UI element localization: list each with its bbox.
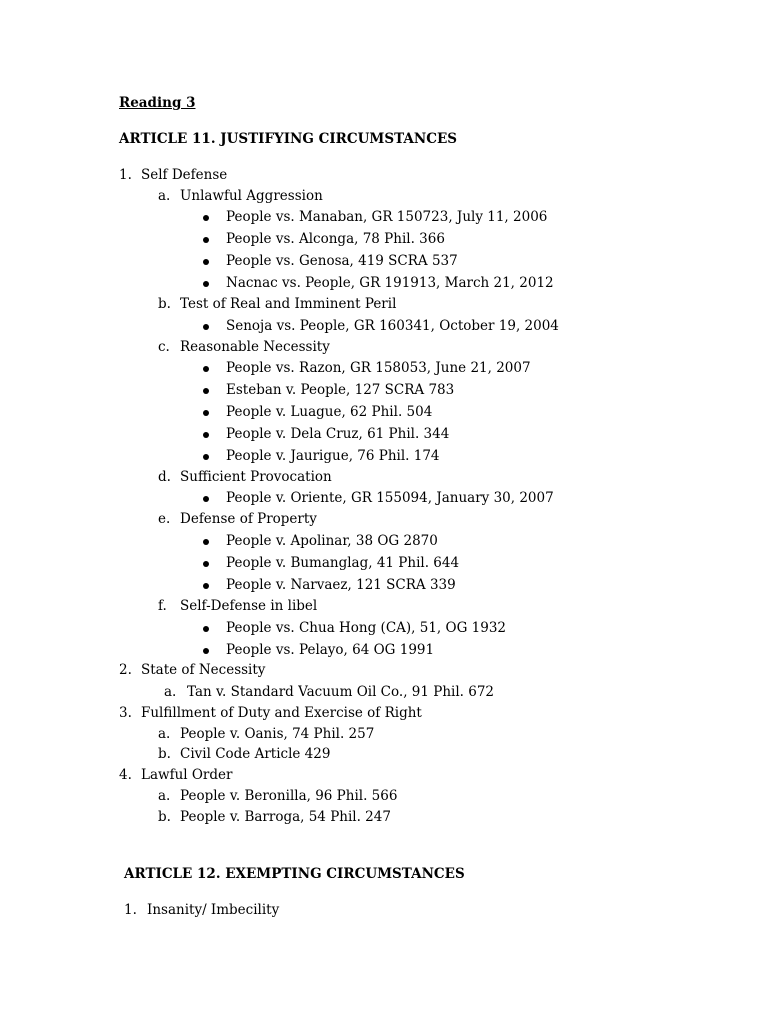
list-number: 4. [119,767,132,783]
bullet-icon [203,259,209,265]
sub-item-label: Sufficient Provocation [180,469,332,485]
bullet-icon [203,281,209,287]
reading-heading: Reading 3 [119,95,196,111]
case-citation: People v. Luague, 62 Phil. 504 [226,404,433,420]
sub-letter: a. [164,684,177,700]
sub-item-label: People v. Barroga, 54 Phil. 247 [180,809,391,825]
bullet-icon [203,648,209,654]
case-citation: People vs. Razon, GR 158053, June 21, 2007 [226,360,531,376]
sub-letter: a. [158,788,171,804]
sub-letter: e. [158,511,171,527]
bullet-icon [203,215,209,221]
case-citation: Esteban v. People, 127 SCRA 783 [226,382,455,398]
sub-item-label: Reasonable Necessity [180,339,330,355]
bullet-icon [203,539,209,545]
case-citation: Nacnac vs. People, GR 191913, March 21, 2012 [226,275,554,291]
sub-letter: f. [158,598,167,614]
list-number: 2. [119,662,132,678]
sub-item-label: People v. Oanis, 74 Phil. 257 [180,726,375,742]
list-item-label: Self Defense [141,167,228,183]
case-citation: People vs. Manaban, GR 150723, July 11, 2006 [226,209,548,225]
sub-item-label: Unlawful Aggression [180,188,323,204]
bullet-icon [203,583,209,589]
case-citation: People v. Narvaez, 121 SCRA 339 [226,577,456,593]
sub-letter: c. [158,339,170,355]
sub-item-label: People v. Beronilla, 96 Phil. 566 [180,788,398,804]
case-citation: People vs. Pelayo, 64 OG 1991 [226,642,435,658]
case-citation: People vs. Alconga, 78 Phil. 366 [226,231,445,247]
sub-item-label: Test of Real and Imminent Peril [180,296,397,312]
bullet-icon [203,626,209,632]
sub-letter: a. [158,188,171,204]
sub-item-label: Civil Code Article 429 [180,746,331,762]
bullet-icon [203,237,209,243]
bullet-icon [203,454,209,460]
article-11-title: ARTICLE 11. JUSTIFYING CIRCUMSTANCES [119,131,458,147]
sub-letter: b. [158,746,171,762]
sub-item-label: Tan v. Standard Vacuum Oil Co., 91 Phil. 672 [187,684,495,700]
list-number: 3. [119,705,132,721]
bullet-icon [203,432,209,438]
list-number: 1. [124,902,137,918]
case-citation: Senoja vs. People, GR 160341, October 19, 2004 [226,318,559,334]
case-citation: People v. Dela Cruz, 61 Phil. 344 [226,426,450,442]
case-citation: People v. Apolinar, 38 OG 2870 [226,533,438,549]
case-citation: People vs. Genosa, 419 SCRA 537 [226,253,458,269]
bullet-icon [203,324,209,330]
bullet-icon [203,496,209,502]
bullet-icon [203,366,209,372]
bullet-icon [203,388,209,394]
sub-letter: b. [158,809,171,825]
case-citation: People v. Bumanglag, 41 Phil. 644 [226,555,460,571]
sub-item-label: Defense of Property [180,511,317,527]
sub-letter: a. [158,726,171,742]
list-item-label: State of Necessity [141,662,266,678]
list-item-label: Fulfillment of Duty and Exercise of Right [141,705,422,721]
case-citation: People v. Jaurigue, 76 Phil. 174 [226,448,440,464]
list-item-label: Lawful Order [141,767,233,783]
sub-item-label: Self-Defense in libel [180,598,318,614]
article-12-title: ARTICLE 12. EXEMPTING CIRCUMSTANCES [124,866,465,882]
bullet-icon [203,410,209,416]
case-citation: People v. Oriente, GR 155094, January 30, 2007 [226,490,554,506]
case-citation: People vs. Chua Hong (CA), 51, OG 1932 [226,620,507,636]
sub-letter: d. [158,469,171,485]
sub-letter: b. [158,296,171,312]
list-item-label: Insanity/ Imbecility [147,902,280,918]
list-number: 1. [119,167,132,183]
bullet-icon [203,561,209,567]
